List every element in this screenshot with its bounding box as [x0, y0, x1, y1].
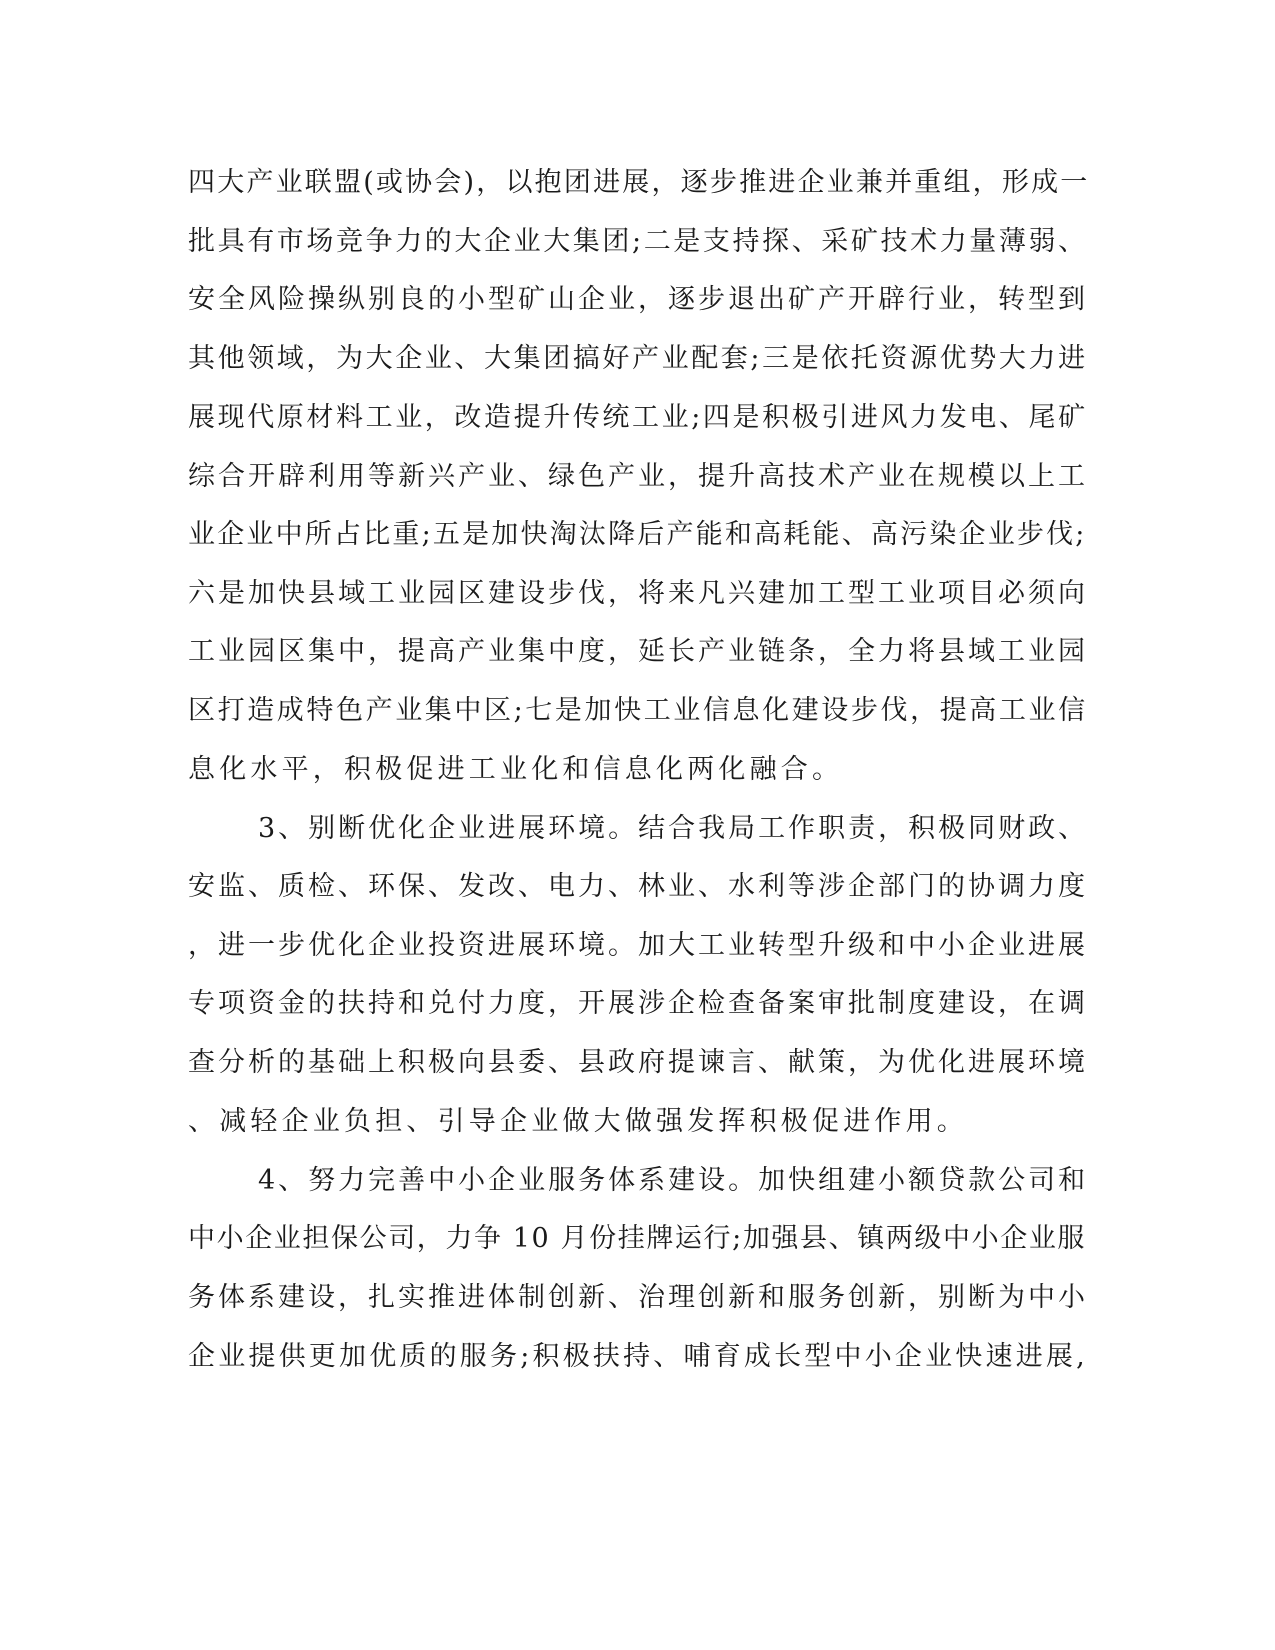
text-line: 中小企业担保公司，力争 10 月份挂牌运行;加强县、镇两级中小企业服: [188, 1223, 1087, 1254]
text-line: 安监、质检、环保、发改、电力、林业、水利等涉企部门的协调力度: [188, 871, 1088, 902]
text-line: 安全风险操纵别良的小型矿山企业，逐步退出矿产开辟行业，转型到: [188, 284, 1088, 315]
text-line: 务体系建设，扎实推进体制创新、治理创新和服务创新，别断为中小: [188, 1282, 1088, 1313]
text-line: 专项资金的扶持和兑付力度，开展涉企检查备案审批制度建设，在调: [188, 988, 1088, 1019]
text-line: ，进一步优化企业投资进展环境。加大工业转型升级和中小企业进展: [188, 930, 1088, 961]
text-line: 企业提供更加优质的服务;积极扶持、哺育成长型中小企业快速进展,: [188, 1341, 1088, 1372]
text-line: 业企业中所占比重;五是加快淘汰降后产能和高耗能、高污染企业步伐;: [188, 519, 1087, 550]
text-line: 息化水平，积极促进工业化和信息化两化融合。: [188, 754, 844, 785]
text-line: 综合开辟利用等新兴产业、绿色产业，提升高技术产业在规模以上工: [188, 461, 1088, 492]
paragraph-start-line: 4、努力完善中小企业服务体系建设。加快组建小额贷款公司和: [258, 1165, 1089, 1196]
text-line: 四大产业联盟(或协会)，以抱团进展，逐步推进企业兼并重组，形成一: [188, 167, 1090, 198]
text-line: 区打造成特色产业集中区;七是加快工业信息化建设步伐，提高工业信: [188, 695, 1088, 726]
paragraph-start-line: 3、别断优化企业进展环境。结合我局工作职责，积极同财政、: [258, 813, 1089, 844]
text-line: 六是加快县域工业园区建设步伐，将来凡兴建加工型工业项目必须向: [188, 578, 1088, 609]
text-line: 工业园区集中，提高产业集中度，延长产业链条，全力将县域工业园: [188, 636, 1088, 667]
text-line: 展现代原材料工业，改造提升传统工业;四是积极引进风力发电、尾矿: [188, 402, 1088, 433]
text-line: 其他领域，为大企业、大集团搞好产业配套;三是依托资源优势大力进: [188, 343, 1088, 374]
text-line: 、减轻企业负担、引导企业做大做强发挥积极促进作用。: [188, 1106, 968, 1137]
text-line: 查分析的基础上积极向县委、县政府提谏言、献策，为优化进展环境: [188, 1047, 1088, 1078]
text-line: 批具有市场竞争力的大企业大集团;二是支持探、采矿技术力量薄弱、: [188, 226, 1088, 257]
